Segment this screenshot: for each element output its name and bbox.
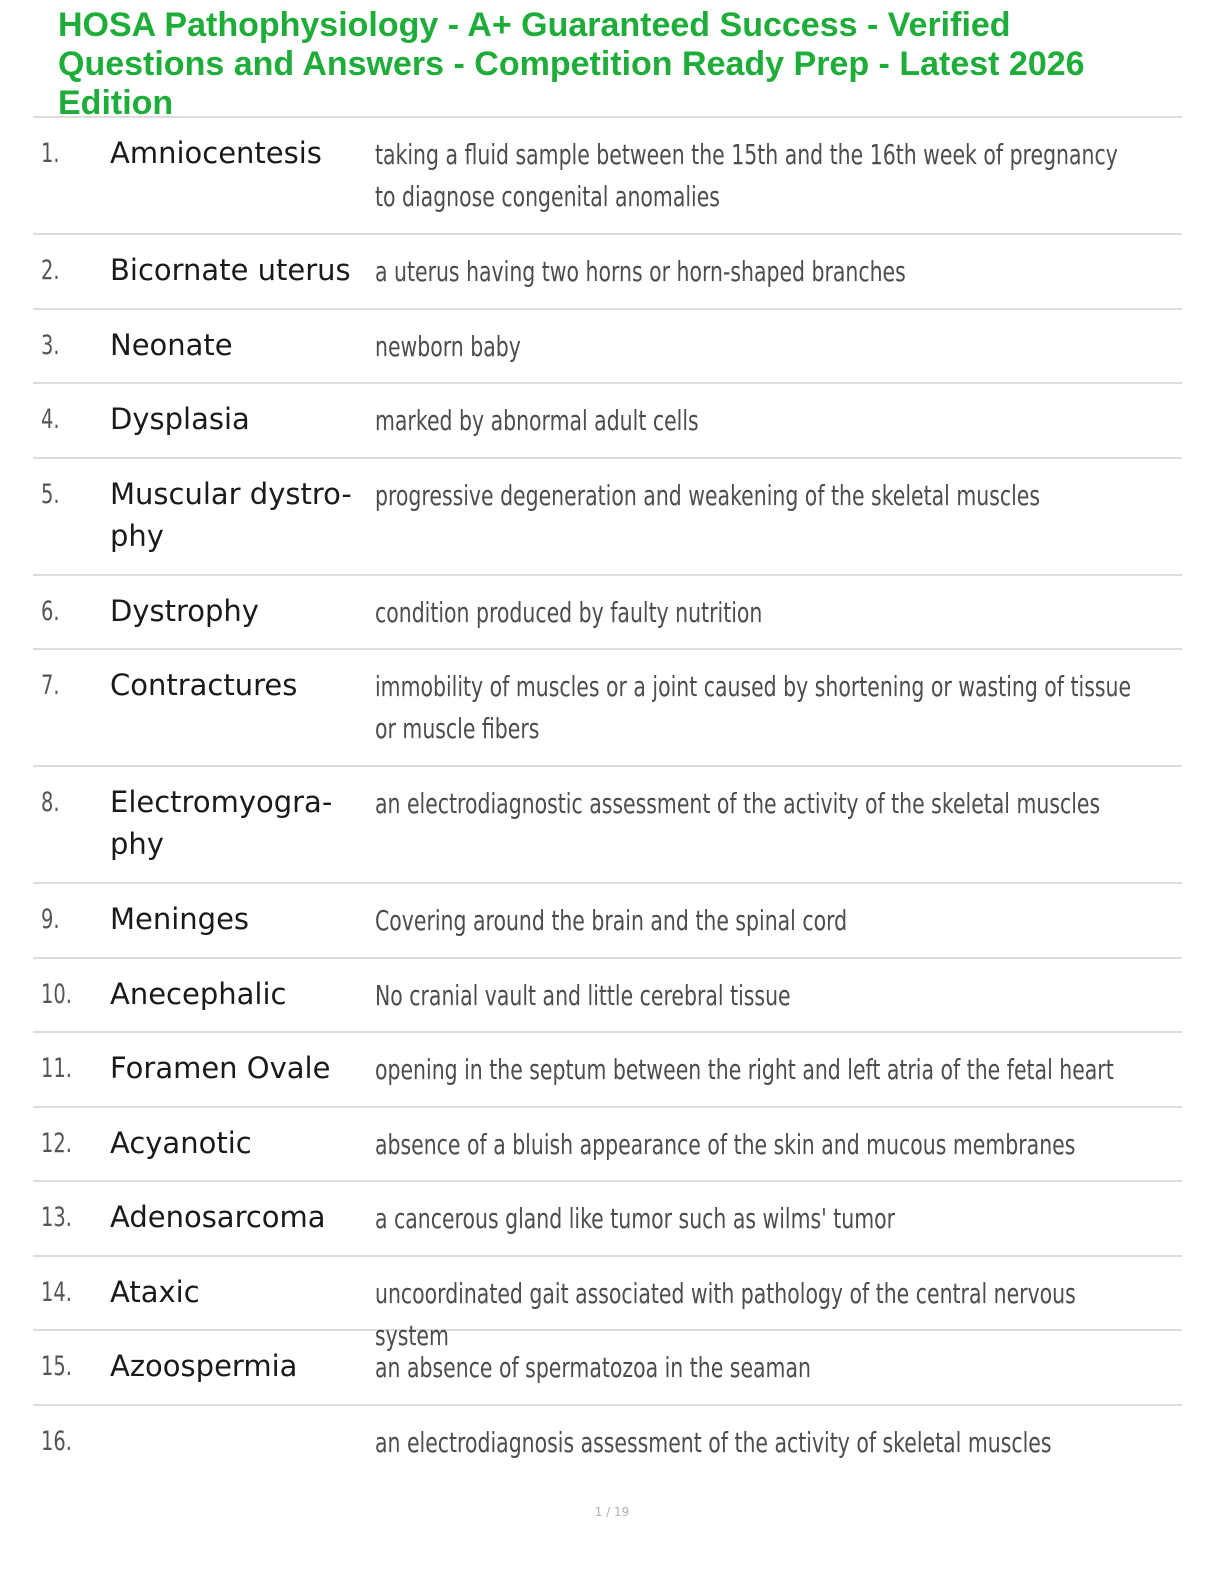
card-row — [33, 1406, 1182, 1479]
card-number: 7. — [41, 670, 60, 701]
card-term: Ataxic — [110, 1274, 200, 1309]
card-term: Adenosarcoma — [110, 1200, 326, 1234]
card-number: 12. — [41, 1127, 72, 1159]
card-number: 9. — [41, 904, 60, 935]
card-row — [33, 1033, 1182, 1108]
card-term: Neonate — [110, 327, 233, 362]
card-definition: an absence of spermatozoa in the seaman — [375, 1351, 811, 1384]
card-number: 11. — [41, 1053, 72, 1084]
card-number: 14. — [41, 1276, 72, 1308]
card-term: Muscular dystro- phy — [110, 476, 352, 553]
card-term: Dysplasia — [110, 402, 250, 436]
card-term: Meninges — [110, 902, 250, 936]
card-definition: opening in the septum between the right and left atria of the fetal heart — [375, 1053, 1114, 1086]
card-number: 10. — [41, 978, 72, 1010]
card-term: Anecephalic — [110, 976, 287, 1011]
card-number: 1. — [41, 138, 60, 169]
card-row — [33, 118, 1182, 235]
card-number: 2. — [41, 255, 60, 286]
card-number: 4. — [41, 404, 60, 435]
card-definition: a cancerous gland like tumor such as wilms' tumor — [375, 1202, 896, 1235]
card-row — [33, 1108, 1182, 1183]
card-definition: condition produced by faulty nutrition — [375, 595, 763, 629]
page-indicator: 1 / 19 — [594, 1505, 630, 1519]
card-definition: absence of a bluish appearance of the skin and mucous membranes — [375, 1127, 1076, 1161]
card-number: 5. — [41, 478, 60, 510]
card-number: 13. — [41, 1202, 72, 1233]
card-row — [33, 235, 1182, 310]
card-term: Dystrophy — [110, 593, 259, 628]
card-term: Azoospermia — [110, 1349, 298, 1383]
card-row — [33, 650, 1182, 767]
card-definition: No cranial vault and little cerebral tissue — [375, 978, 791, 1012]
card-row — [33, 1182, 1182, 1257]
card-row — [33, 767, 1182, 884]
card-term: Acyanotic — [110, 1125, 252, 1160]
card-term: Electromyogra- phy — [110, 785, 333, 861]
card-number: 3. — [41, 329, 60, 361]
card-row — [33, 576, 1182, 651]
card-term: Bicornate uterus — [110, 253, 351, 287]
card-number: 8. — [41, 787, 60, 818]
card-definition: uncoordinated gait associated with pathology of the central nervous system — [375, 1276, 1076, 1352]
card-row — [33, 1331, 1182, 1406]
card-definition: taking a fluid sample between the 15th and the 16th week of pregnancy to diagnose congenital anomalies — [375, 138, 1118, 213]
card-definition: an electrodiagnosis assessment of the activity of skeletal muscles — [375, 1425, 1052, 1459]
card-row — [33, 310, 1182, 385]
card-term: Foramen Ovale — [110, 1051, 331, 1085]
card-definition: marked by abnormal adult cells — [375, 404, 699, 437]
card-term: Amniocentesis — [110, 136, 322, 170]
card-definition: Covering around the brain and the spinal cord — [375, 904, 848, 937]
card-term: Contractures — [110, 668, 298, 702]
card-number: 16. — [41, 1425, 72, 1457]
flashcard-list — [33, 116, 1182, 1478]
card-row — [33, 1257, 1182, 1352]
document-title: HOSA Pathophysiology - A+ Guaranteed Success - Verified Questions and Answers - Competition Ready Prep - Latest 2026 Edition — [58, 6, 1085, 122]
card-definition: a uterus having two horns or horn-shaped branches — [375, 255, 906, 288]
card-definition: immobility of muscles or a joint caused by shortening or wasting of tissue or muscle fibers — [375, 670, 1132, 745]
card-definition: newborn baby — [375, 329, 521, 363]
card-definition: an electrodiagnostic assessment of the activity of the skeletal muscles — [375, 787, 1101, 820]
card-row — [33, 384, 1182, 459]
card-row — [33, 959, 1182, 1034]
card-row — [33, 884, 1182, 959]
card-row — [33, 459, 1182, 576]
card-number: 6. — [41, 595, 60, 627]
card-number: 15. — [41, 1351, 72, 1382]
card-definition: progressive degeneration and weakening of the skeletal muscles — [375, 478, 1041, 512]
